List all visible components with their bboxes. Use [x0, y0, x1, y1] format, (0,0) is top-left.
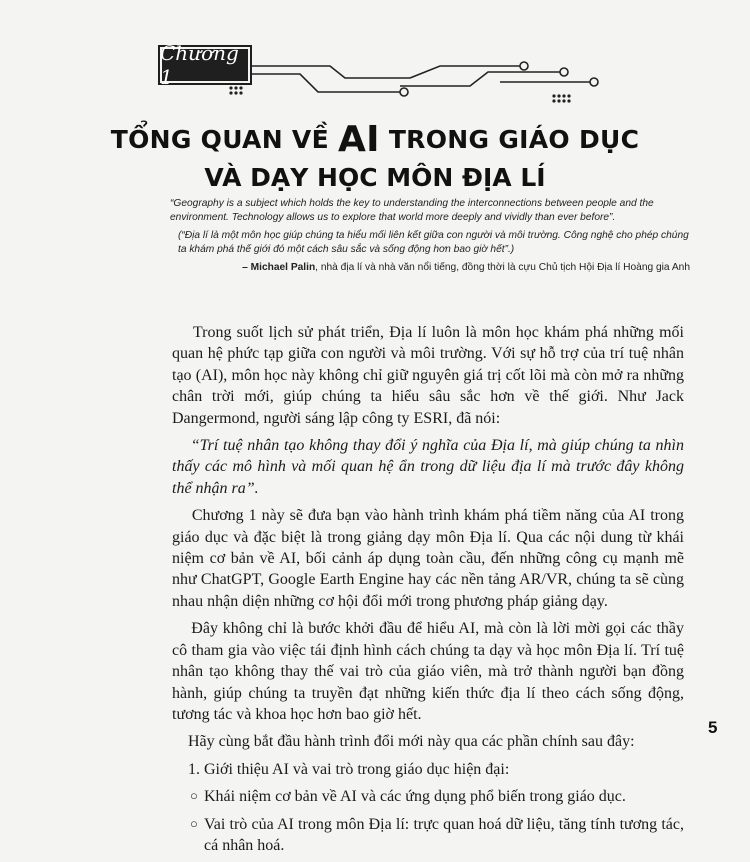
page-number: 5	[708, 718, 718, 737]
chapter-badge	[158, 41, 252, 89]
paragraph-3	[172, 618, 684, 725]
epigraph-english: “Geography is a subject which holds the key to understanding the interconnections between people and the environment. Technology allows us to explore that world more deeply and vividly than ever before”.	[170, 198, 654, 223]
paragraph-1	[172, 322, 684, 429]
author-description: , nhà địa lí và nhà văn nổi tiếng, đồng thời là cựu Chủ tịch Hội Địa lí Hoàng gia Anh	[315, 262, 690, 273]
bullet-icon: ○	[190, 815, 198, 831]
epigraph	[170, 197, 690, 275]
circuit-decoration	[0, 0, 750, 120]
chapter-title-line-2: VÀ DẠY HỌC MÔN ĐỊA LÍ	[204, 163, 546, 192]
paragraph-4	[172, 731, 684, 752]
paragraph-2-text: Chương 1 này sẽ đưa bạn vào hành trình khám phá tiềm năng của AI trong giáo dục và đặc biệt là trong giảng dạy môn Địa lí. Qua các nội dung từ khái niệm cơ bản về AI, bối cảnh áp dụng toàn cầu, đến những công cụ mạnh mẽ như ChatGPT, Google Earth Engine hay các nền tảng AR/VR, chúng ta sẽ cùng nhau nhận diện những cơ hội đổi mới trong phương pháp giảng dạy.	[172, 507, 684, 610]
paragraph-2	[172, 505, 684, 612]
body-text	[172, 322, 684, 862]
bullet-icon: ○	[190, 788, 198, 804]
author-name: – Michael Palin	[242, 262, 316, 273]
title-ai: AI	[337, 119, 380, 160]
paragraph-3-text: Đây không chỉ là bước khởi đầu để hiểu AI, mà còn là lời mời gọi các thầy cô tham gia vào việc tái định hình cách chúng ta dạy và học môn Địa lí. Trí tuệ nhân tạo không thay thế vai trò của giáo viên, mà trở thành người bạn đồng hành, giúp chúng ta truyền đạt những kiến thức địa lí theo cách sống động, tương tác và khoa học hơn bao giờ hết.	[172, 620, 685, 723]
title-part-1: TỔNG QUAN VỀ	[110, 125, 338, 154]
paragraph-4-text: Hãy cùng bắt đầu hành trình đổi mới này qua các phần chính sau đây:	[188, 733, 635, 751]
dangermond-quote	[172, 435, 684, 499]
dangermond-quote-text: “Trí tuệ nhân tạo không thay đổi ý nghĩa của Địa lí, mà giúp chúng ta nhìn thấy các mô hình và mối quan hệ ẩn trong dữ liệu địa lí mà trước đây không thể nhận ra”.	[172, 437, 685, 497]
sub-item-1-text: Khái niệm cơ bản về AI và các ứng dụng phổ biến trong giáo dục.	[204, 788, 626, 806]
list-item-1	[172, 759, 684, 780]
sub-item-2-text: Vai trò của AI trong môn Địa lí: trực quan hoá dữ liệu, tăng tính tương tác, cá nhân hoá.	[204, 815, 684, 854]
list-item-1-text: 1. Giới thiệu AI và vai trò trong giáo dục hiện đại:	[188, 760, 510, 778]
sub-list-item	[172, 786, 684, 807]
epigraph-vietnamese: (“Địa lí là một môn học giúp chúng ta hiểu mối liên kết giữa con người và môi trường. Công nghệ cho phép chúng ta khám phá thế giới đó một cách sâu sắc và sống động hơn bao giờ hết”.)	[178, 230, 689, 255]
sub-list-item	[172, 814, 684, 857]
title-part-2: TRONG GIÁO DỤC	[379, 125, 640, 154]
paragraph-1-text: Trong suốt lịch sử phát triển, Địa lí luôn là môn học khám phá những mối quan hệ phức tạp giữa con người và môi trường. Với sự hỗ trợ của trí tuệ nhân tạo (AI), môn học này không chỉ giữ nguyên giá trị cốt lõi mà còn mở ra những chân trời mới, giúp chúng ta hiểu sâu sắc hơn về thế giới. Như Jack Dangermond, người sáng lập công ty ESRI, đã nói:	[172, 324, 684, 427]
chapter-label: Chương 1	[160, 41, 239, 89]
chapter-title-line-1	[0, 119, 750, 160]
epigraph-author	[170, 261, 690, 275]
